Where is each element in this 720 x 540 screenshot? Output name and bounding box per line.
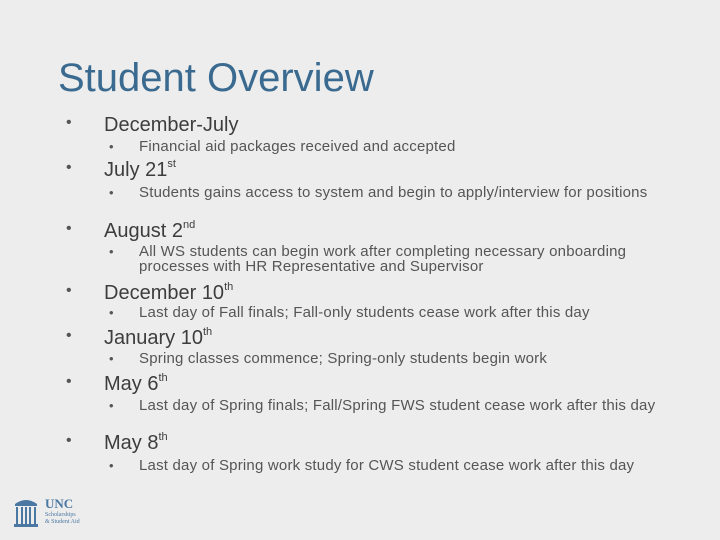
- sub-bullet: [109, 457, 659, 474]
- sub-bullet-text: Last day of Spring work study for CWS student cease work after this day: [139, 457, 635, 474]
- sub-bullet-text: Last day of Fall finals; Fall-only students cease work after this day: [139, 304, 590, 321]
- sub-bullet-dot: •: [109, 305, 114, 320]
- bullet-item: [66, 114, 239, 137]
- bullet-item: [66, 372, 168, 396]
- sub-bullet: [109, 243, 659, 275]
- old-well-icon: [13, 496, 39, 528]
- sub-bullet-dot: •: [109, 244, 114, 259]
- sub-bullet: [109, 397, 659, 414]
- sub-bullet: [109, 350, 659, 367]
- sub-bullet-dot: •: [109, 458, 114, 473]
- sub-bullet-dot: •: [109, 185, 114, 200]
- logo-name: UNC: [45, 496, 74, 511]
- bullet-sup: th: [158, 431, 168, 444]
- bullet-dot: •: [66, 159, 72, 176]
- bullet-main: May 6: [104, 373, 159, 395]
- sub-bullet-text: Students gains access to system and begin to apply/interview for positions: [139, 184, 648, 201]
- bullet-sup: st: [167, 158, 176, 171]
- bullet-sup: th: [202, 326, 213, 339]
- bullet-dot: •: [66, 282, 72, 299]
- sub-bullet: [109, 304, 659, 321]
- sub-bullet-dot: •: [109, 139, 114, 154]
- sub-bullet-text: All WS students can begin work after completing necessary onboarding processes with HR Representative and Supervisor: [139, 243, 627, 275]
- sub-bullet-text: Last day of Spring finals; Fall/Spring FWS student cease work after this day: [139, 397, 656, 414]
- bullet-item: [66, 281, 234, 305]
- bullet-dot: •: [66, 432, 72, 449]
- bullet-main: December-July: [104, 114, 239, 136]
- bullet-dot: •: [66, 327, 72, 344]
- logo-subtitle: [45, 512, 80, 526]
- bullet-item: [66, 326, 213, 350]
- bullet-dot: •: [66, 220, 72, 237]
- bullet-main: January 10: [104, 327, 203, 349]
- bullet-item: [66, 219, 196, 243]
- logo-line2: & Student Aid: [45, 519, 80, 525]
- bullet-dot: •: [66, 114, 72, 131]
- bullet-sup: th: [158, 372, 168, 385]
- unc-logo: [13, 496, 123, 530]
- sub-bullet: [109, 184, 659, 201]
- sub-bullet-dot: •: [109, 351, 114, 366]
- bullet-main: August 2: [104, 220, 183, 242]
- slide-title: Student Overview: [58, 56, 374, 100]
- bullet-sup: th: [224, 281, 234, 294]
- bullet-item: [66, 158, 176, 182]
- bullet-sup: nd: [182, 219, 196, 232]
- bullet-main: May 8: [104, 432, 159, 454]
- sub-bullet-dot: •: [109, 398, 114, 413]
- sub-bullet-text: Financial aid packages received and accepted: [139, 138, 456, 155]
- logo-line1: Scholarships: [45, 512, 76, 518]
- bullet-main: December 10: [104, 282, 225, 304]
- bullet-dot: •: [66, 373, 72, 390]
- bullet-item: [66, 431, 168, 455]
- sub-bullet: [109, 138, 659, 155]
- bullet-main: July 21: [104, 159, 168, 181]
- sub-bullet-text: Spring classes commence; Spring-only students begin work: [139, 350, 548, 367]
